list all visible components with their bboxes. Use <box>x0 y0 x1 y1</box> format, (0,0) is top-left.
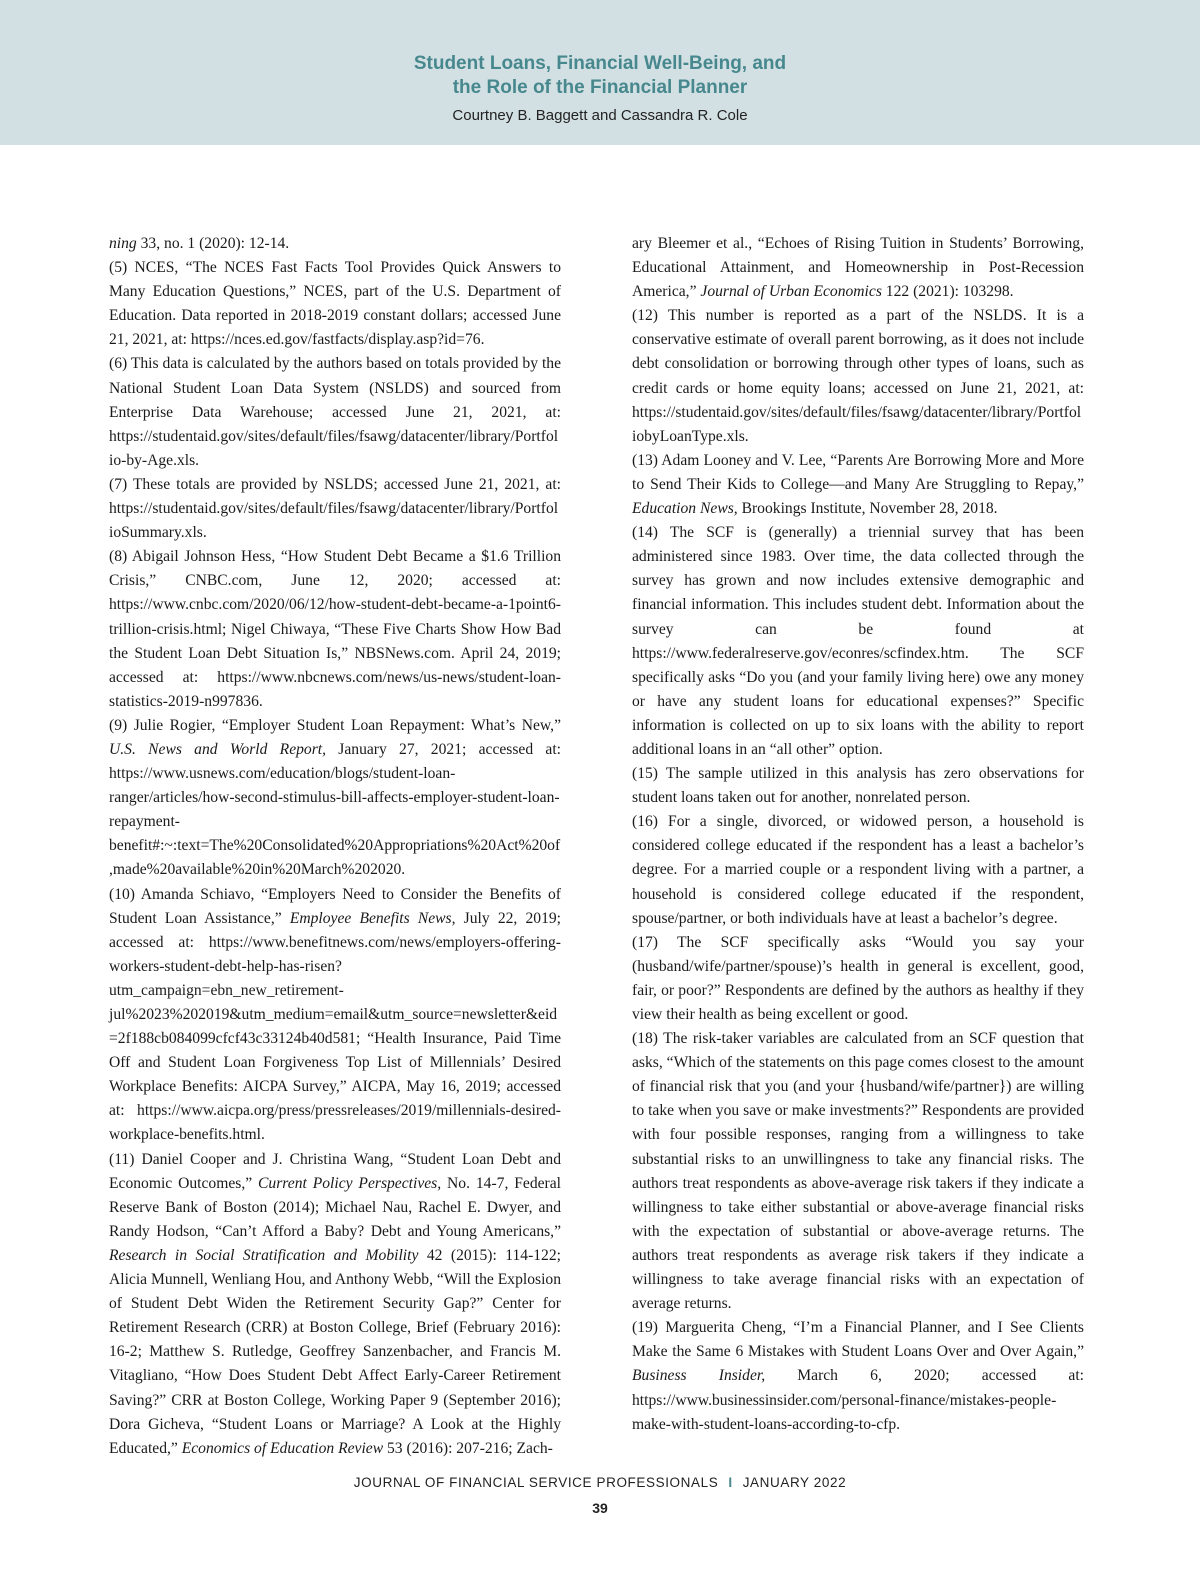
footnote-13: (13) Adam Looney and V. Lee, “Parents Are Borrowing More and More to Send Their Kids to College—and Many Are Struggling to Repay,” Education News, Brookings Institute, November 28, 2018. <box>632 451 1084 518</box>
footnote-11-continued: ary Bleemer et al., “Echoes of Rising Tuition in Students’ Borrowing, Educational Attainment, and Homeownership in Post-Recession America,” Journal of Urban Economics 122 (2021): 103298. <box>632 235 1084 301</box>
footnote-19: (19) Marguerita Cheng, “I’m a Financial Planner, and I See Clients Make the Same 6 Mistakes with Student Loans Over and Over Again,” Business Insider, March 6, 2020; accessed at: https://www.businessinsider.com/personal-finance/mistakes-people-make-with-student-loans-according-to-cfp. <box>632 1319 1085 1433</box>
footer-running-title <box>0 1475 1200 1490</box>
footnote-8: (8) Abigail Johnson Hess, “How Student Debt Became a $1.6 Trillion Crisis,” CNBC.com, June 12, 2020; accessed at: https://www.cnbc.com/2020/06/12/how-student-debt-became-a-1point6-trillion-crisis.html; Nigel Chiwaya, “These Five Charts Show How Bad the Student Loan Debt Situation Is,” NBSNews.com. April 24, 2019; accessed at: https://www.nbcnews.com/news/us-news/student-loan-statistics-2019-n997836. <box>109 548 561 710</box>
footnote-15: (15) The sample utilized in this analysis has zero observations for student loans taken out for another, nonrelated person. <box>632 765 1084 807</box>
right-column <box>632 232 1084 1437</box>
footnote-17: (17) The SCF specifically asks “Would you say your (husband/wife/partner/spouse)’s health in general is excellent, good, fair, or poor?” Respondents are defined by the authors as healthy if they view their health as being excellent or good. <box>632 933 1084 1023</box>
page-number: 39 <box>592 1500 608 1516</box>
footnote-12: (12) This number is reported as a part of the NSLDS. It is a conservative estimate of overall parent borrowing, as it does not include debt consolidation or borrowing through other types of loans, such as credit cards or home equity loans; accessed on June 21, 2021, at: https://studentaid.gov/sites/default/files/fsawg/datacenter/library/PortfoliobyLoanType.xls. <box>632 307 1084 445</box>
footnote-16: (16) For a single, divorced, or widowed person, a household is considered college educated if the respondent has a least a bachelor’s degree. For a married couple or a respondent living with a partner, a household is considered college educated if the respondent, spouse/partner, or both individuals have at least a bachelor’s degree. <box>632 813 1084 927</box>
footnote-9: (9) Julie Rogier, “Employer Student Loan Repayment: What’s New,” U.S. News and World Report, January 27, 2021; accessed at: https://www.usnews.com/education/blogs/student-loan-ranger/articles/how-second-stimulus-bill-affects-employer-student-loan-repayment-benefit#:~:text=The%20Consolidated%20Appropriations%20Act%20of,made%20available%20in%20March%202020. <box>109 716 561 879</box>
footnote-18: (18) The risk-taker variables are calculated from an SCF question that asks, “Which of the statements on this page comes closest to the amount of financial risk that you (and your {husband/wife/partner}) are willing to take when you save or make investments?” Respondents are provided with four possible responses, ranging from a willingness to take substantial risks to an unwillingness to take any financial risks. The authors treat respondents as above-average risk takers if they indicate a willingness to take either substantial or above-average financial risks with the expectation of substantial or above-average returns. The authors treat respondents as average risk takers if they indicate a willingness to take average financial risks with an expectation of average returns. <box>632 1030 1084 1313</box>
left-column <box>109 232 561 1461</box>
footnote-7: (7) These totals are provided by NSLDS; accessed June 21, 2021, at: https://studentaid.gov/sites/default/files/fsawg/datacenter/library/PortfolioSummary.xls. <box>109 475 561 542</box>
footnote-10: (10) Amanda Schiavo, “Employers Need to Consider the Benefits of Student Loan Assistance,” Employee Benefits News, July 22, 2019; accessed at: https://www.benefitnews.com/news/employers-offering-workers-student-debt-help-has-risen?utm_campaign=ebn_new_retirement-jul%2023%202019&utm_medium=email&utm_source=newsletter&eid=2f188cb084099cfcf43c33124b40d581; “Health Insurance, Paid Time Off and Student Loan Forgiveness Top List of Millennials’ Desired Workplace Benefits: AICPA Survey,” AICPA, May 16, 2019; accessed at: https://www.aicpa.org/press/pressreleases/2019/millennials-desired-workplace-benefits.html. <box>109 885 562 1144</box>
article-title-line-1: Student Loans, Financial Well-Being, and <box>413 53 787 74</box>
footnote-11: (11) Daniel Cooper and J. Christina Wang, “Student Loan Debt and Economic Outcomes,” Current Policy Perspectives, No. 14-7, Federal Reserve Bank of Boston (2014); Michael Nau, Rachel E. Dwyer, and Randy Hodson, “Can’t Afford a Baby? Debt and Young Americans,” Research in Social Stratification and Mobility 42 (2015): 114-122; Alicia Munnell, Wenliang Hou, and Anthony Webb, “Will the Explosion of Student Debt Widen the Retirement Security Gap?” Center for Retirement Research (CRR) at Boston College, Brief (February 2016): 16-2; Matthew S. Rutledge, Geoffrey Sanzenbacher, and Francis M. Vitagliano, “How Does Student Debt Affect Early-Career Retirement Saving?” CRR at Boston College, Working Paper 9 (September 2016); Dora Gicheva, “Student Loans or Marriage? A Look at the Highly Educated,” Economics of Education Review 53 (2016): 207-216; Zach- <box>109 1150 561 1457</box>
footnote-4-continued: ning 33, no. 1 (2020): 12-14. <box>109 235 290 252</box>
footnote-14: (14) The SCF is (generally) a triennial survey that has been administered since 1983. Over time, the data collected through the survey has grown and now includes extensive demographic and financial information. This includes student debt. Information about the survey can be found at https://www.federalreserve.gov/econres/scfindex.htm. The SCF specifically asks “Do you (and your family living here) owe any money or have any student loans for educational expenses?” Specific information is collected on up to six loans with the ability to report additional loans in an “all other” option. <box>632 524 1084 758</box>
footnote-6: (6) This data is calculated by the authors based on totals provided by the National Student Loan Data System (NSLDS) and sourced from Enterprise Data Warehouse; accessed June 21, 2021, at: https://studentaid.gov/sites/default/files/fsawg/datacenter/library/Portfolio-by-Age.xls. <box>109 355 561 469</box>
footer-separator: I <box>728 1475 733 1490</box>
footer-journal-name: JOURNAL OF FINANCIAL SERVICE PROFESSIONALS <box>353 1475 719 1490</box>
article-title <box>0 52 1200 100</box>
footnote-5: (5) NCES, “The NCES Fast Facts Tool Provides Quick Answers to Many Education Questions,” NCES, part of the U.S. Department of Education. Data reported in 2018-2019 constant dollars; accessed June 21, 2021, at: https://nces.ed.gov/fastfacts/display.asp?id=76. <box>109 259 561 349</box>
footnote-4-italic: ning <box>109 235 137 252</box>
article-title-line-2: the Role of the Financial Planner <box>452 77 748 98</box>
article-authors: Courtney B. Baggett and Cassandra R. Cole <box>452 107 748 124</box>
footer-date: JANUARY 2022 <box>742 1475 847 1490</box>
